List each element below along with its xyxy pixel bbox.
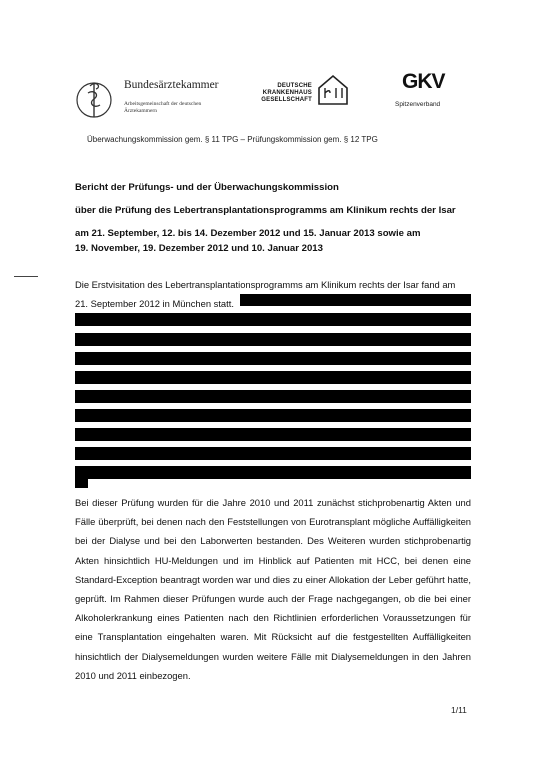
redaction-block — [75, 352, 471, 365]
redaction-block — [75, 428, 471, 441]
margin-mark — [14, 276, 38, 277]
dkg-text — [258, 83, 312, 104]
baek-subtitle — [124, 101, 201, 115]
redaction-block — [75, 409, 471, 422]
dkg-line1: DEUTSCHE — [277, 83, 312, 89]
page-number: 1/11 — [451, 705, 467, 715]
redaction-block — [75, 333, 471, 346]
baek-subtitle-line1: Arbeitsgemeinschaft der deutschen — [124, 101, 202, 107]
baek-emblem-icon — [74, 77, 114, 121]
dkg-line2: KRANKENHAUS — [262, 90, 312, 96]
gkv-subtitle: Spitzenverband — [395, 101, 441, 108]
report-title-line1: Bericht der Prüfungs- und der Überwachungskommission — [75, 182, 339, 193]
baek-subtitle-line2: Ärztekammern — [124, 108, 157, 114]
intro-line1: Die Erstvisitation des Lebertransplantationsprogramms am Klinikum rechts der Isar fand am — [75, 279, 456, 290]
redaction-block — [75, 447, 471, 460]
report-title — [75, 180, 456, 256]
commissions-subtitle: Überwachungskommission gem. § 11 TPG – Prüfungskommission gem. § 12 TPG — [87, 135, 378, 144]
report-title-line2: über die Prüfung des Lebertransplantationsprogramms am Klinikum rechts der Isar — [75, 205, 456, 216]
redaction-block — [75, 466, 471, 479]
report-dates-line2: 19. November, 19. Dezember 2012 und 10. Januar 2013 — [75, 243, 323, 254]
baek-name: Bundesärztekammer — [124, 79, 219, 91]
redaction-block — [75, 390, 471, 403]
dkg-line3: GESELLSCHAFT — [261, 97, 312, 103]
redaction-block — [75, 479, 88, 488]
dkg-house-icon — [316, 74, 350, 106]
gkv-mark: GKV — [402, 70, 445, 93]
redaction-block — [75, 313, 471, 326]
main-paragraph: Bei dieser Prüfung wurden für die Jahre 2010 und 2011 zunächst stichprobenartig Akten und Fälle überprüft, bei denen nach den Feststellungen von Eurotransplant mögliche Auffälligkeiten bei der Dialyse und bei den Laborwerten bestanden. Des Weiteren wurden stichprobenartig Akten hinsichtlich HU-Meldungen und im Hinblick auf Patienten mit HCC, bei denen eine Standard-Exception beantragt worden war und dies zu einer Allokation der Leber geführt hatte, geprüft. Im Rahmen dieser Prüfungen wurde auch der Frage nachgegangen, ob die bei einer Alkoholerkrankung eines Patienten nach den Richtlinien erforderlichen Voraussetzungen für eine Transplantation eingehalten waren. Mit Rücksicht auf die festgestellten Auffälligkeiten hinsichtlich der Dialysemeldungen wurden weitere Fälle mit Dialysemeldungen in den Jahren 2010 und 2011 einbezogen. — [75, 497, 471, 681]
report-dates-line1: am 21. September, 12. bis 14. Dezember 2012 und 15. Januar 2013 sowie am — [75, 228, 421, 239]
intro-line2: 21. September 2012 in München statt. — [75, 298, 234, 310]
redaction-block — [75, 371, 471, 384]
redaction-block — [240, 294, 471, 306]
